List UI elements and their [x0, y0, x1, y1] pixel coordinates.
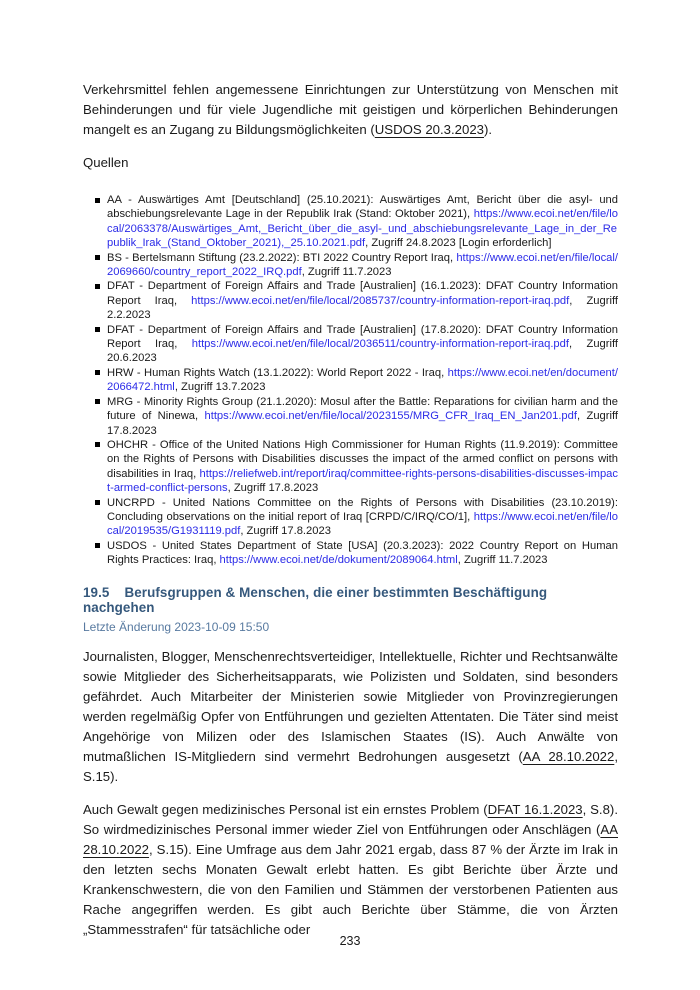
source-url-link[interactable]: https://www.ecoi.net/en/document/2066472.html [107, 366, 618, 394]
source-list-item: USDOS - United States Department of State [USA] (20.3.2023): 2022 Country Report on Human Rights Practices: Iraq, https://www.ecoi.net/de/dokument/2089064.html, Zugriff 11.7.2023 [107, 539, 618, 567]
source-url-link[interactable]: https://www.ecoi.net/en/file/local/2036511/country-information-report-iraq.pdf [191, 338, 569, 351]
source-reference-link[interactable]: AA 28.10.2022 [83, 821, 618, 857]
source-list-item: UNCRPD - United Nations Committee on the Rights of Persons with Disabilities (23.10.2019): Concluding observations on the initial report of Iraq [CRPD/C/IRQ/CO/1], https://www.ecoi.net/en/file/local/2019535/G1931119.pdf, Zugriff 17.8.2023 [107, 496, 618, 538]
section-number: 19.5 [83, 584, 110, 600]
section-title: Berufsgruppen & Menschen, die einer bestimmten Beschäftigung nachgehen [83, 584, 548, 615]
source-url-link[interactable]: https://www.ecoi.net/en/file/local/2019535/G1931119.pdf [107, 510, 618, 538]
source-url-link[interactable]: https://www.ecoi.net/de/dokument/2089064.html [219, 554, 458, 567]
source-url-link[interactable]: https://www.ecoi.net/en/file/local/2085737/country-information-report-iraq.pdf [191, 294, 570, 307]
section-paragraph-2: Auch Gewalt gegen medizinisches Personal ist ein ernstes Problem (DFAT 16.1.2023, S.8). So wirdmedizinisches Personal immer wieder Ziel von Entführungen oder Anschlägen (AA 28.10.2022, S.15). Eine Umfrage aus dem Jahr 2021 ergab, dass 87 % der Ärzte im Irak in den letzten sechs Monaten Gewalt erlebt hatten. Es gibt Berichte über Ärzte und Krankenschwestern, die von den Familien und Stämmen der verstorbenen Patienten aus Rache angegriffen werden. Es gibt auch Berichte über Stämme, die von Ärzten „Stammesstrafen“ für tatsächliche oder [83, 801, 618, 937]
source-url-link[interactable]: https://www.ecoi.net/en/file/local/2069660/country_report_2022_IRQ.pdf [107, 251, 618, 279]
sources-label: Quellen [83, 155, 129, 170]
source-reference-link[interactable]: DFAT 16.1.2023 [487, 801, 583, 817]
source-list-item: DFAT - Department of Foreign Affairs and Trade [Australien] (17.8.2020): DFAT Country Information Report Iraq, https://www.ecoi.net/en/file/local/2036511/country-information-report-iraq.pdf, Zugriff 20.6.2023 [107, 323, 618, 365]
source-list-item: OHCHR - Office of the United Nations High Commissioner for Human Rights (11.9.2019): Committee on the Rights of Persons with Disabilities discusses the impact of the armed conflict on persons with disabilities in Iraq, https://reliefweb.int/report/iraq/committee-rights-persons-disabilities-discusses-impact-armed-conflict-persons, Zugriff 17.8.2023 [107, 438, 618, 495]
source-list-item: BS - Bertelsmann Stiftung (23.2.2022): BTI 2022 Country Report Iraq, https://www.ecoi.net/en/file/local/2069660/country_report_2022_IRQ.pdf, Zugriff 11.7.2023 [107, 251, 618, 279]
last-modified-note: Letzte Änderung 2023-10-09 15:50 [83, 619, 270, 634]
source-url-link[interactable]: https://www.ecoi.net/en/file/local/2023155/MRG_CFR_Iraq_EN_Jan201.pdf [204, 410, 577, 423]
source-list-item: HRW - Human Rights Watch (13.1.2022): World Report 2022 - Iraq, https://www.ecoi.net/en/document/2066472.html, Zugriff 13.7.2023 [107, 366, 618, 394]
section-paragraph-1: Journalisten, Blogger, Menschenrechtsverteidiger, Intellektuelle, Richter und Rechtsanwälte sowie Mitglieder des Sicherheitsapparats, wie Polizisten und Soldaten, sind besonders gefährdet. Auch Mitarbeiter der Ministerien sowie Mitglieder von Provinzregierungen werden regelmäßig Opfer von Entführungen und gezielten Attentaten. Die Täter sind meist Angehörige von Milizen oder des Islamischen Staates (IS). Auch Anwälte von mutmaßlichen IS-Mitgliedern sind vermehrt Bedrohungen ausgesetzt (AA 28.10.2022, S.15). [83, 648, 618, 784]
source-list-item: DFAT - Department of Foreign Affairs and Trade [Australien] (16.1.2023): DFAT Country Information Report Iraq, https://www.ecoi.net/en/file/local/2085737/country-information-report-iraq.pdf, Zugriff 2.2.2023 [107, 280, 618, 322]
source-list-item: MRG - Minority Rights Group (21.1.2020): Mosul after the Battle: Reparations for civilian harm and the future of Ninewa, https://www.ecoi.net/en/file/local/2023155/MRG_CFR_Iraq_EN_Jan201.pdf, Zugriff 17.8.2023 [107, 395, 618, 437]
source-url-link[interactable]: https://reliefweb.int/report/iraq/committee-rights-persons-disabilities-discusses-impact-armed-conflict-persons [107, 467, 618, 495]
page-number: 233 [339, 934, 361, 948]
source-reference-link[interactable]: AA 28.10.2022 [522, 748, 615, 764]
sources-list [83, 193, 618, 568]
source-list-item: AA - Auswärtiges Amt [Deutschland] (25.10.2021): Auswärtiges Amt, Bericht über die asyl- und abschiebungsrelevante Lage in der Republik Irak (Stand: Oktober 2021), https://www.ecoi.net/en/file/local/2063378/Auswärtiges_Amt,_Bericht_über_die_asyl-_und_abschiebungsrelevante_Lage_in_der_Republik_Irak_(Stand_Oktober_2021),_25.10.2021.pdf, Zugriff 24.8.2023 [Login erforderlich] [107, 194, 618, 250]
source-url-link[interactable]: https://www.ecoi.net/en/file/local/2063378/Auswärtiges_Amt,_Bericht_über_die_asyl-_und_abschiebungsrelevante_Lage_in_der_Republik_Irak_(Stand_Oktober_2021),_25.10.2021.pdf [107, 208, 618, 250]
section-heading [83, 585, 618, 615]
source-reference-link[interactable]: USDOS 20.3.2023 [374, 122, 484, 137]
intro-paragraph: Verkehrsmittel fehlen angemessene Einrichtungen zur Unterstützung von Menschen mit Behinderungen und für viele Jugendliche mit geistigen und körperlichen Behinderungen mangelt es an Zugang zu Bildungsmöglichkeiten (USDOS 20.3.2023). [83, 82, 618, 137]
